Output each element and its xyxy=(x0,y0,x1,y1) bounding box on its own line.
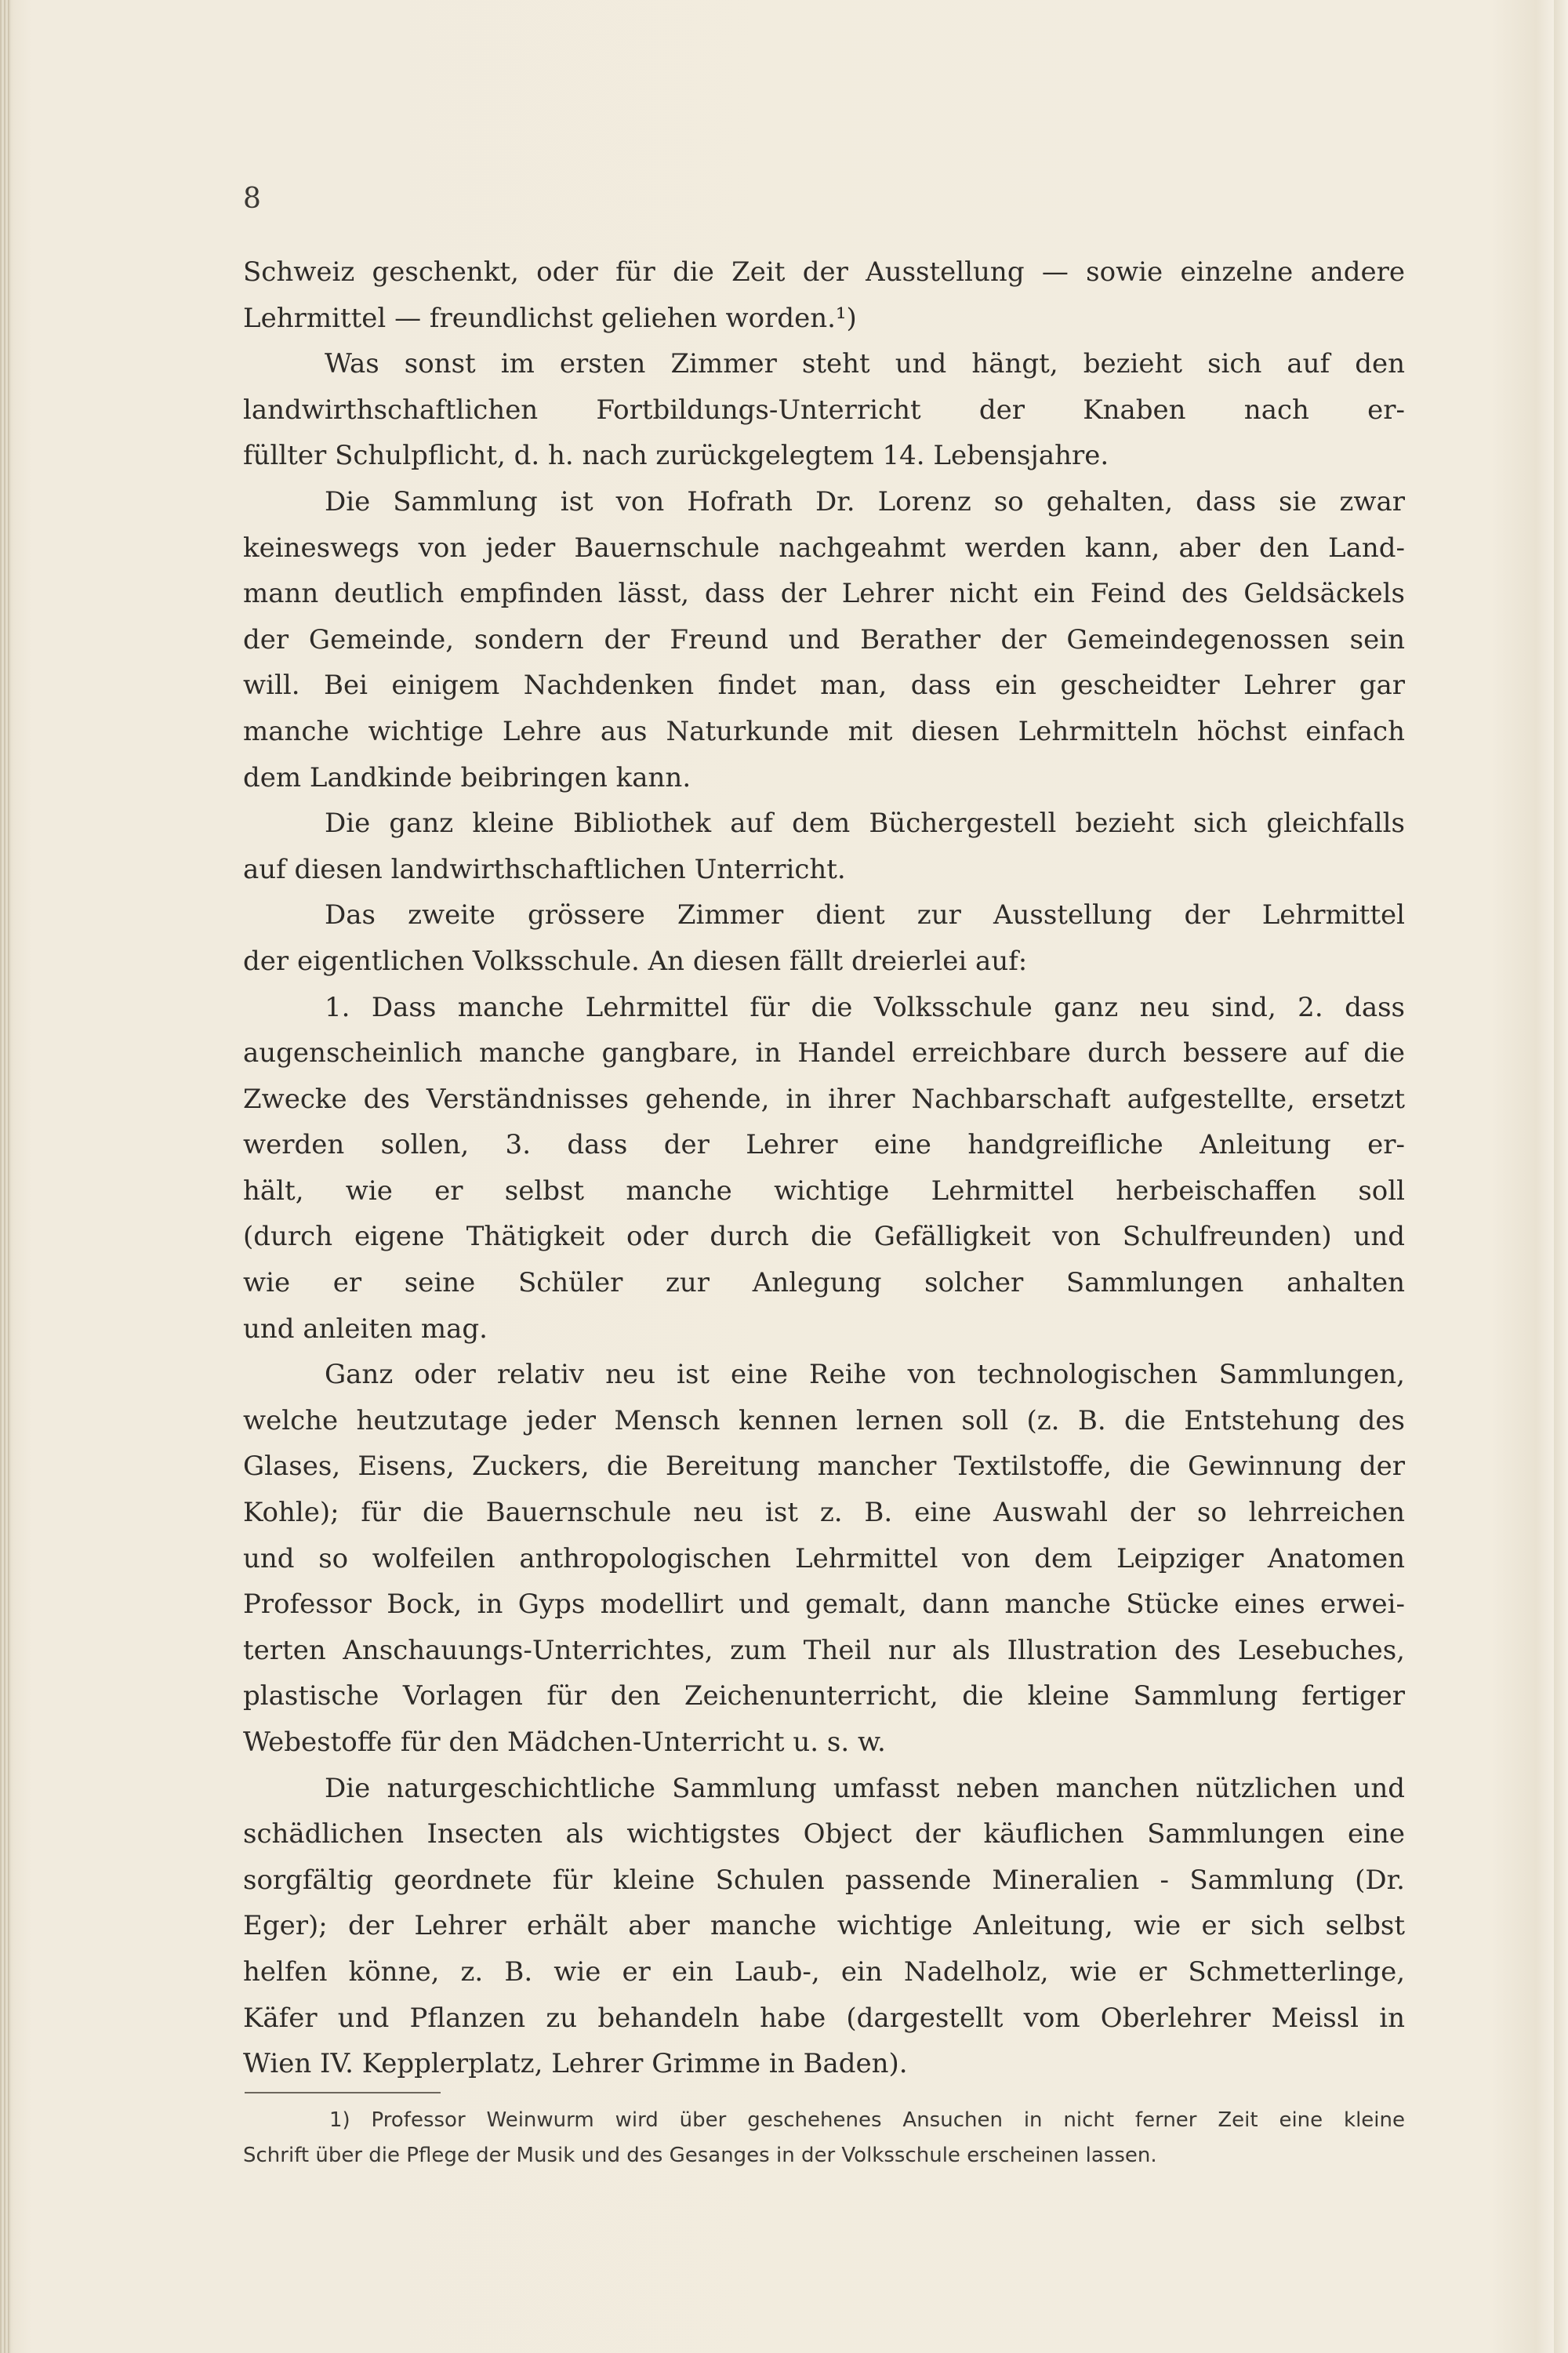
text-line: Ganz oder relativ neu ist eine Reihe von technologischen Sammlungen, xyxy=(325,1359,1405,1391)
text-line: werden sollen, 3. dass der Lehrer eine handgreifliche Anleitung er- xyxy=(243,1129,1405,1161)
page-binding-edge xyxy=(0,0,11,2353)
text-line: dem Landkinde beibringen kann. xyxy=(243,761,691,793)
text-line: und anleiten mag. xyxy=(243,1313,488,1345)
text-line: sorgfältig geordnete für kleine Schulen passende Mineralien - Sammlung (Dr. xyxy=(243,1864,1405,1896)
footnote-line: 1) Professor Weinwurm wird über geschehenes Ansuchen in nicht ferner Zeit eine kleine xyxy=(329,2108,1405,2132)
text-line: Wien IV. Kepplerplatz, Lehrer Grimme in Baden). xyxy=(243,2048,908,2080)
text-line: plastische Vorlagen für den Zeichenunterricht, die kleine Sammlung fertiger xyxy=(243,1680,1405,1712)
text-line: manche wichtige Lehre aus Naturkunde mit diesen Lehrmitteln höchst einfach xyxy=(243,715,1405,747)
text-line: Das zweite grössere Zimmer dient zur Ausstellung der Lehrmittel xyxy=(325,899,1405,931)
text-line: Eger); der Lehrer erhält aber manche wichtige Anleitung, wie er sich selbst xyxy=(243,1910,1405,1942)
text-line: Die Sammlung ist von Hofrath Dr. Lorenz so gehalten, dass sie zwar xyxy=(325,485,1405,517)
text-line: keineswegs von jeder Bauernschule nachgeahmt werden kann, aber den Land- xyxy=(243,532,1405,564)
text-line: schädlichen Insecten als wichtigstes Object der käuflichen Sammlungen eine xyxy=(243,1818,1405,1850)
text-line: Die ganz kleine Bibliothek auf dem Büchergestell bezieht sich gleichfalls xyxy=(325,808,1405,840)
text-line: 1. Dass manche Lehrmittel für die Volksschule ganz neu sind, 2. dass xyxy=(325,991,1405,1023)
text-line: (durch eigene Thätigkeit oder durch die Gefälligkeit von Schulfreunden) und xyxy=(243,1221,1405,1253)
text-line: augenscheinlich manche gangbare, in Handel erreichbare durch bessere auf die xyxy=(243,1037,1405,1069)
body-text xyxy=(243,249,1405,2087)
text-line: füllter Schulpflicht, d. h. nach zurückgelegtem 14. Lebensjahre. xyxy=(243,440,1109,472)
text-line: der Gemeinde, sondern der Freund und Berather der Gemeindegenossen sein xyxy=(243,623,1405,655)
text-line: hält, wie er selbst manche wichtige Lehrmittel herbeischaffen soll xyxy=(243,1175,1405,1207)
text-line: will. Bei einigem Nachdenken findet man, dass ein gescheidter Lehrer gar xyxy=(243,670,1405,702)
text-line: Die naturgeschichtliche Sammlung umfasst neben manchen nützlichen und xyxy=(325,1772,1405,1804)
text-line: Professor Bock, in Gyps modellirt und gemalt, dann manche Stücke eines erwei- xyxy=(243,1589,1405,1621)
text-line: Webestoffe für den Mädchen-Unterricht u. s. w. xyxy=(243,1727,886,1758)
text-line: Käfer und Pflanzen zu behandeln habe (dargestellt vom Oberlehrer Meissl in xyxy=(243,2002,1405,2034)
text-line: Kohle); für die Bauernschule neu ist z. B. eine Auswahl der so lehrreichen xyxy=(243,1497,1405,1529)
footnote-divider xyxy=(245,2092,441,2093)
page-number: 8 xyxy=(243,183,261,215)
text-line: Zwecke des Verständnisses gehende, in ihrer Nachbarschaft aufgestellte, ersetzt xyxy=(243,1083,1405,1115)
text-line: wie er seine Schüler zur Anlegung solcher Sammlungen anhalten xyxy=(243,1267,1405,1299)
text-line: welche heutzutage jeder Mensch kennen lernen soll (z. B. die Entstehung des xyxy=(243,1404,1405,1436)
text-line: Lehrmittel — freundlichst geliehen worden.¹) xyxy=(243,302,857,334)
footnotes xyxy=(243,2103,1405,2173)
text-line: helfen könne, z. B. wie er ein Laub-, ein Nadelholz, wie er Schmetterlinge, xyxy=(243,1955,1405,1988)
footnote-line: Schrift über die Pflege der Musik und des Gesanges in der Volksschule erscheinen lassen. xyxy=(243,2144,1157,2167)
text-line: Schweiz geschenkt, oder für die Zeit der Ausstellung — sowie einzelne andere xyxy=(243,256,1405,288)
text-line: Glases, Eisens, Zuckers, die Bereitung mancher Textilstoffe, die Gewinnung der xyxy=(243,1451,1405,1483)
text-line: der eigentlichen Volksschule. An diesen fällt dreierlei auf: xyxy=(243,945,1028,977)
text-line: auf diesen landwirthschaftlichen Unterricht. xyxy=(243,853,846,885)
page-right-edge xyxy=(1554,0,1568,2353)
text-line: mann deutlich empfinden lässt, dass der Lehrer nicht ein Feind des Geldsäckels xyxy=(243,578,1405,610)
text-line: Was sonst im ersten Zimmer steht und hängt, bezieht sich auf den xyxy=(325,348,1405,380)
text-line: und so wolfeilen anthropologischen Lehrmittel von dem Leipziger Anatomen xyxy=(243,1542,1405,1574)
text-line: terten Anschauungs-Unterrichtes, zum Theil nur als Illustration des Lesebuches, xyxy=(243,1634,1405,1666)
text-line: landwirthschaftlichen Fortbildungs-Unterricht der Knaben nach er- xyxy=(243,394,1405,426)
